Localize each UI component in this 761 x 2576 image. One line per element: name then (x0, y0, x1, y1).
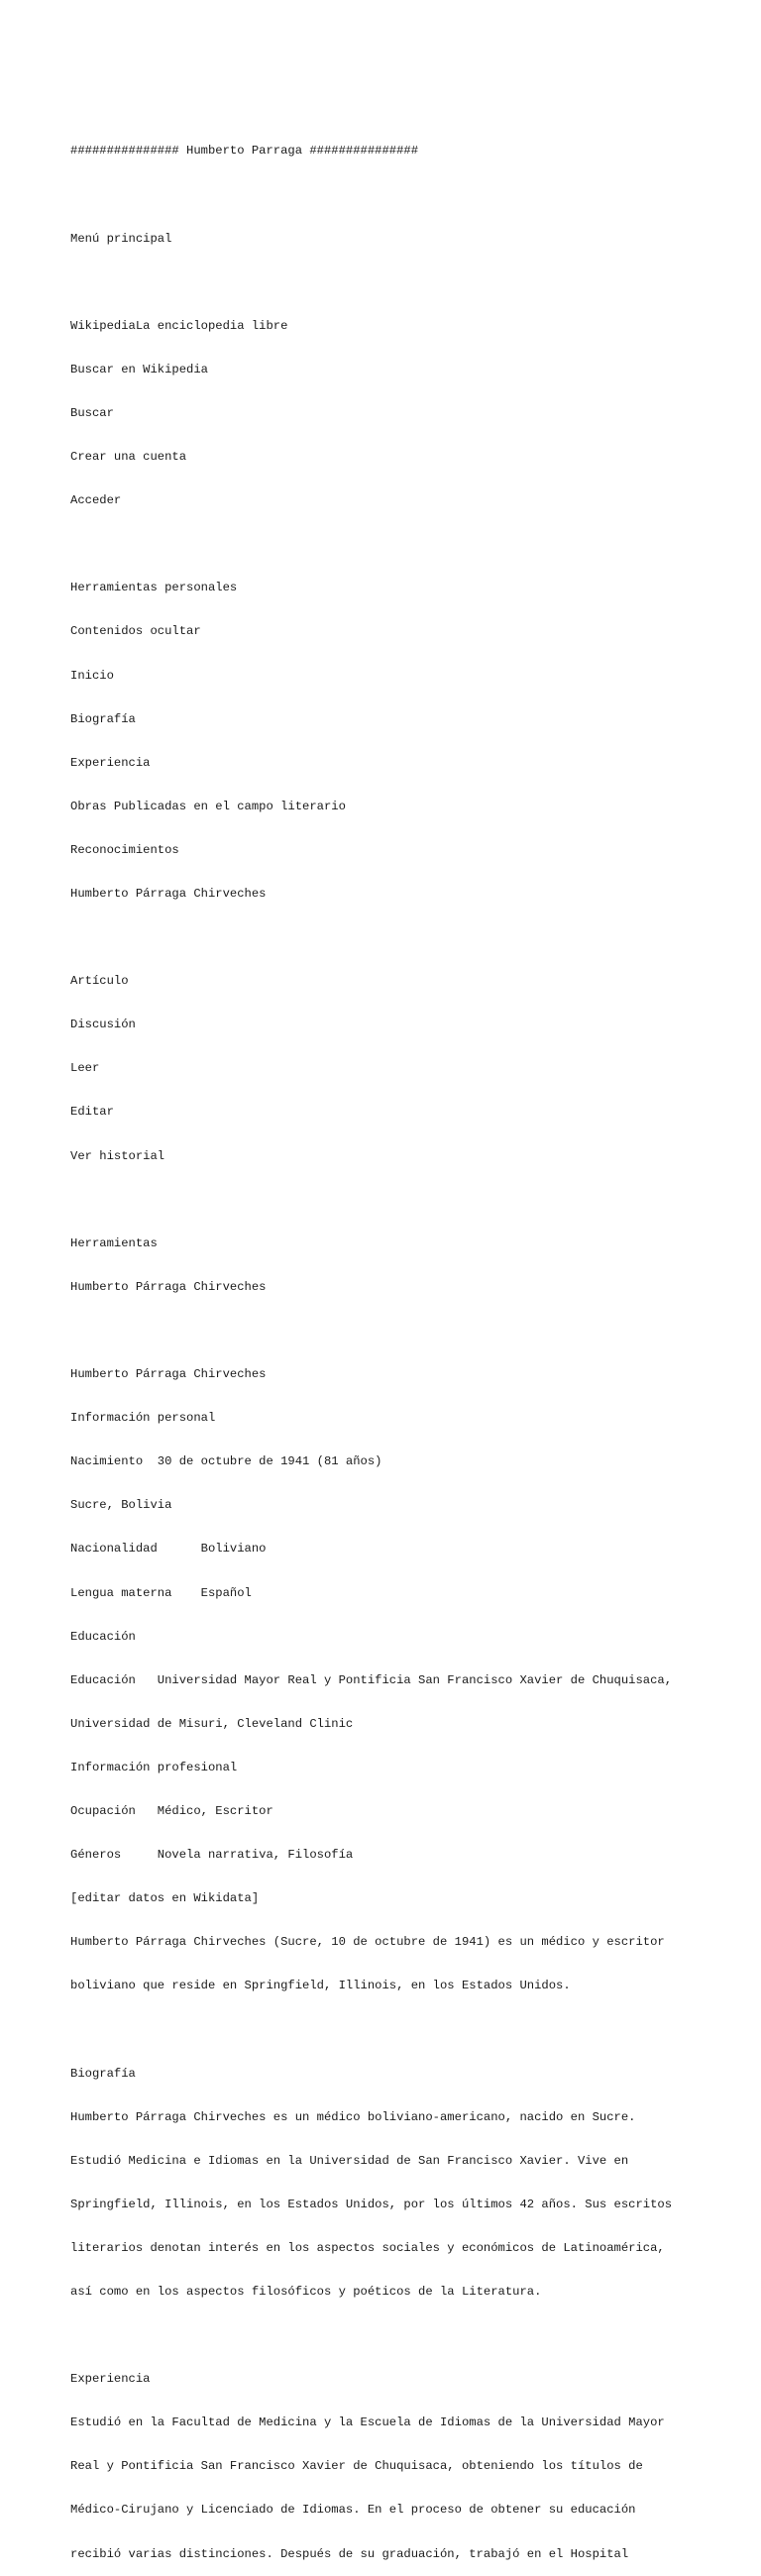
tab-article[interactable]: Artículo (70, 974, 129, 989)
biography-line: Springfield, Illinois, en los Estados Unidos, por los últimos 42 años. Sus escritos (70, 2197, 673, 2211)
tab-discussion[interactable]: Discusión (70, 1018, 136, 1032)
section-heading-biografia: Biografía (70, 2066, 136, 2081)
infobox-education-1: Educación Universidad Mayor Real y Pontificia San Francisco Xavier de Chuquisaca, (70, 1672, 673, 1687)
infobox-birth-place[interactable]: Sucre, Bolivia (70, 1498, 172, 1513)
tools-menu[interactable]: Herramientas (70, 1235, 158, 1250)
spacer (70, 2328, 744, 2343)
intro-paragraph-line: boliviano que reside en Springfield, Illinois, en los Estados Unidos. (70, 1979, 571, 1993)
main-menu-link[interactable]: Menú principal (70, 231, 172, 246)
article-heading: Humberto Párraga Chirveches (70, 887, 267, 901)
experience-line: Médico-Cirujano y Licenciado de Idiomas. En el proceso de obtener su educación (70, 2503, 636, 2518)
infobox-genres: Géneros Novela narrativa, Filosofía (70, 1848, 354, 1863)
section-heading-experiencia: Experiencia (70, 2372, 151, 2387)
spacer (70, 537, 744, 552)
spacer (70, 1324, 744, 1339)
infobox-name: Humberto Párraga Chirveches (70, 1367, 267, 1382)
infobox-education-2: Universidad de Misuri, Cleveland Clinic (70, 1716, 354, 1731)
personal-tools-label[interactable]: Herramientas personales (70, 581, 238, 595)
tools-page-title: Humberto Párraga Chirveches (70, 1279, 267, 1294)
biography-line: así como en los aspectos filosóficos y poéticos de la Literatura. (70, 2285, 542, 2299)
spacer (70, 275, 744, 290)
search-wikipedia-label[interactable]: Buscar en Wikipedia (70, 362, 208, 376)
infobox-mother-tongue: Lengua materna Español (70, 1585, 252, 1600)
infobox-professional-info: Información profesional (70, 1760, 238, 1774)
toc-item-biografia[interactable]: Biografía (70, 711, 136, 726)
login-link[interactable]: Acceder (70, 493, 122, 508)
toc-item-obras[interactable]: Obras Publicadas en el campo literario (70, 799, 346, 813)
biography-line: Humberto Párraga Chirveches es un médico boliviano-americano, nacido en Sucre. (70, 2109, 636, 2124)
biography-line: literarios denotan interés en los aspectos sociales y económicos de Latinoamérica, (70, 2240, 665, 2255)
document-text (70, 115, 744, 2576)
spacer (70, 930, 744, 945)
create-account-link[interactable]: Crear una cuenta (70, 450, 187, 465)
experience-line: recibió varias distinciones. Después de su graduación, trabajó en el Hospital (70, 2546, 629, 2561)
contents-hide-toggle[interactable]: Contenidos ocultar (70, 624, 201, 639)
spacer (70, 2022, 744, 2037)
experience-line: Real y Pontificia San Francisco Xavier de Chuquisaca, obteniendo los títulos de (70, 2459, 643, 2474)
tab-history[interactable]: Ver historial (70, 1148, 165, 1163)
infobox-nationality: Nacionalidad Boliviano (70, 1542, 267, 1556)
toc-item-experiencia[interactable]: Experiencia (70, 755, 151, 770)
toc-item-inicio[interactable]: Inicio (70, 668, 114, 683)
infobox-education-header: Educación (70, 1629, 136, 1644)
site-logo-text[interactable]: WikipediaLa enciclopedia libre (70, 318, 288, 333)
infobox-birth: Nacimiento 30 de octubre de 1941 (81 años) (70, 1454, 382, 1469)
search-button[interactable]: Buscar (70, 405, 114, 420)
tab-read[interactable]: Leer (70, 1061, 100, 1076)
page-title: ############### Humberto Parraga ############### (70, 144, 419, 159)
intro-paragraph-line: Humberto Párraga Chirveches (Sucre, 10 de octubre de 1941) es un médico y escritor (70, 1935, 665, 1950)
toc-item-reconocimientos[interactable]: Reconocimientos (70, 842, 179, 857)
spacer (70, 1193, 744, 1208)
biography-line: Estudió Medicina e Idiomas en la Universidad de San Francisco Xavier. Vive en (70, 2153, 629, 2168)
edit-wikidata-link[interactable]: [editar datos en Wikidata] (70, 1891, 260, 1906)
tab-edit[interactable]: Editar (70, 1105, 114, 1120)
infobox-occupation: Ocupación Médico, Escritor (70, 1803, 273, 1818)
infobox-personal-info: Información personal (70, 1411, 216, 1426)
experience-line: Estudió en la Facultad de Medicina y la Escuela de Idiomas de la Universidad Mayor (70, 2415, 665, 2430)
spacer (70, 188, 744, 203)
